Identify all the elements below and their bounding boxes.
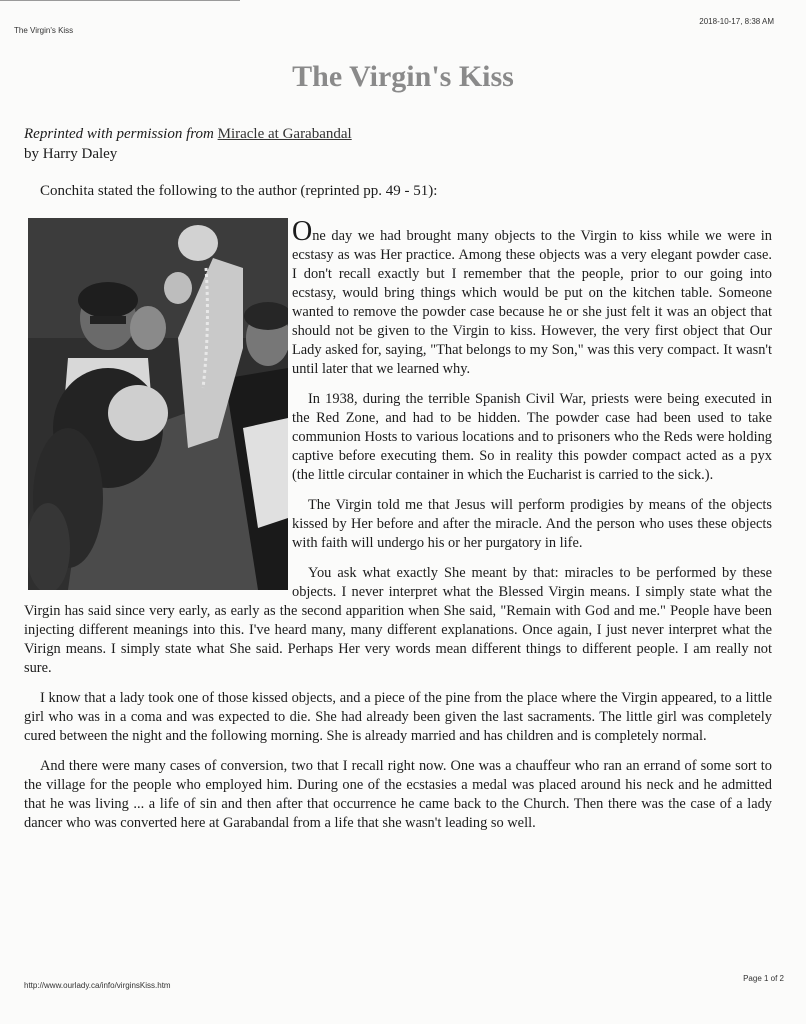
paragraph-3: The Virgin told me that Jesus will perform prodigies by means of the objects kissed by Her before and after the miracle. And the person who uses these objects with faith will undergo his or her purgatory in life. <box>292 497 772 551</box>
photo-spacer <box>24 222 292 592</box>
book-link[interactable]: Miracle at Garabandal <box>217 126 352 142</box>
page-number: Page 1 of 2 <box>743 974 784 983</box>
drop-cap: O <box>292 216 313 247</box>
paragraph-1-text: ne day we had brought many objects to the Virgin to kiss while we were in ecstasy as was Her practice. Among these objects was a very elegant powder case. I don't recall exactly but I remember that the people, prior to our going into ecstasy, would bring things which would be put on the kitchen table. Someone wanted to remove the powder case because he or she just felt it was an object that should not be given to the Virgin to kiss. However, the very first object that Our Lady asked for, saying, "That belongs to my Son," was this very compact. It wasn't until later that we learned why. <box>292 228 772 377</box>
reprint-notice: Reprinted with permission from <box>24 126 214 142</box>
paragraph-4: You ask what exactly She meant by that: miracles to be performed by these objects. I never interpret what the Blessed Virgin means. I simply state what the Virgin has said since very early, as early as the second apparition when She said, "Remain with God and me." People have been injecting different meanings into this. I've heard many, many different explanations. Once again, I just never interpret what the Virign means. I simply state what She said. Perhaps Her very words mean different things to different people. I am really not sure. <box>24 565 772 676</box>
header-timestamp: 2018-10-17, 8:38 AM <box>699 17 774 26</box>
credit-block <box>24 124 352 164</box>
header-page-title: The Virgin's Kiss <box>14 26 74 35</box>
paragraph-2: In 1938, during the terrible Spanish Civil War, priests were being executed in the Red Zone, and had to be hidden. The powder case had been used to take communion Hosts to various locations and to prisoners who the Reds were holding captive before executing them. So in reality this powder compact acted as a pyx (the little circular container in which the Eucharist is carried to the sick.). <box>292 391 772 483</box>
top-rule <box>0 0 240 1</box>
paragraph-6: And there were many cases of conversion, two that I recall right now. One was a chauffeur who ran an errand of some sort to the village for the people who employed him. During one of the ecstasies a medal was placed around his neck and he admitted that he was living ... a life of sin and then after that occurrence he came back to the Church. Then there was the case of a lady dancer who was converted here at Garabandal from a life that she wasn't leading so well. <box>24 758 772 831</box>
paragraph-5: I know that a lady took one of those kissed objects, and a piece of the pine from the place where the Virgin appeared, to a little girl who was in a coma and was expected to die. She had already been given the last sacraments. The little girl was completely cured between the night and the following morning. She is already married and has children and is completely normal. <box>24 690 772 744</box>
article-body <box>24 216 772 844</box>
author-line: by Harry Daley <box>24 146 118 162</box>
footer-url: http://www.ourlady.ca/info/virginsKiss.htm <box>24 981 171 990</box>
page-title: The Virgin's Kiss <box>292 60 514 93</box>
intro-line: Conchita stated the following to the author (reprinted pp. 49 - 51): <box>40 183 438 199</box>
